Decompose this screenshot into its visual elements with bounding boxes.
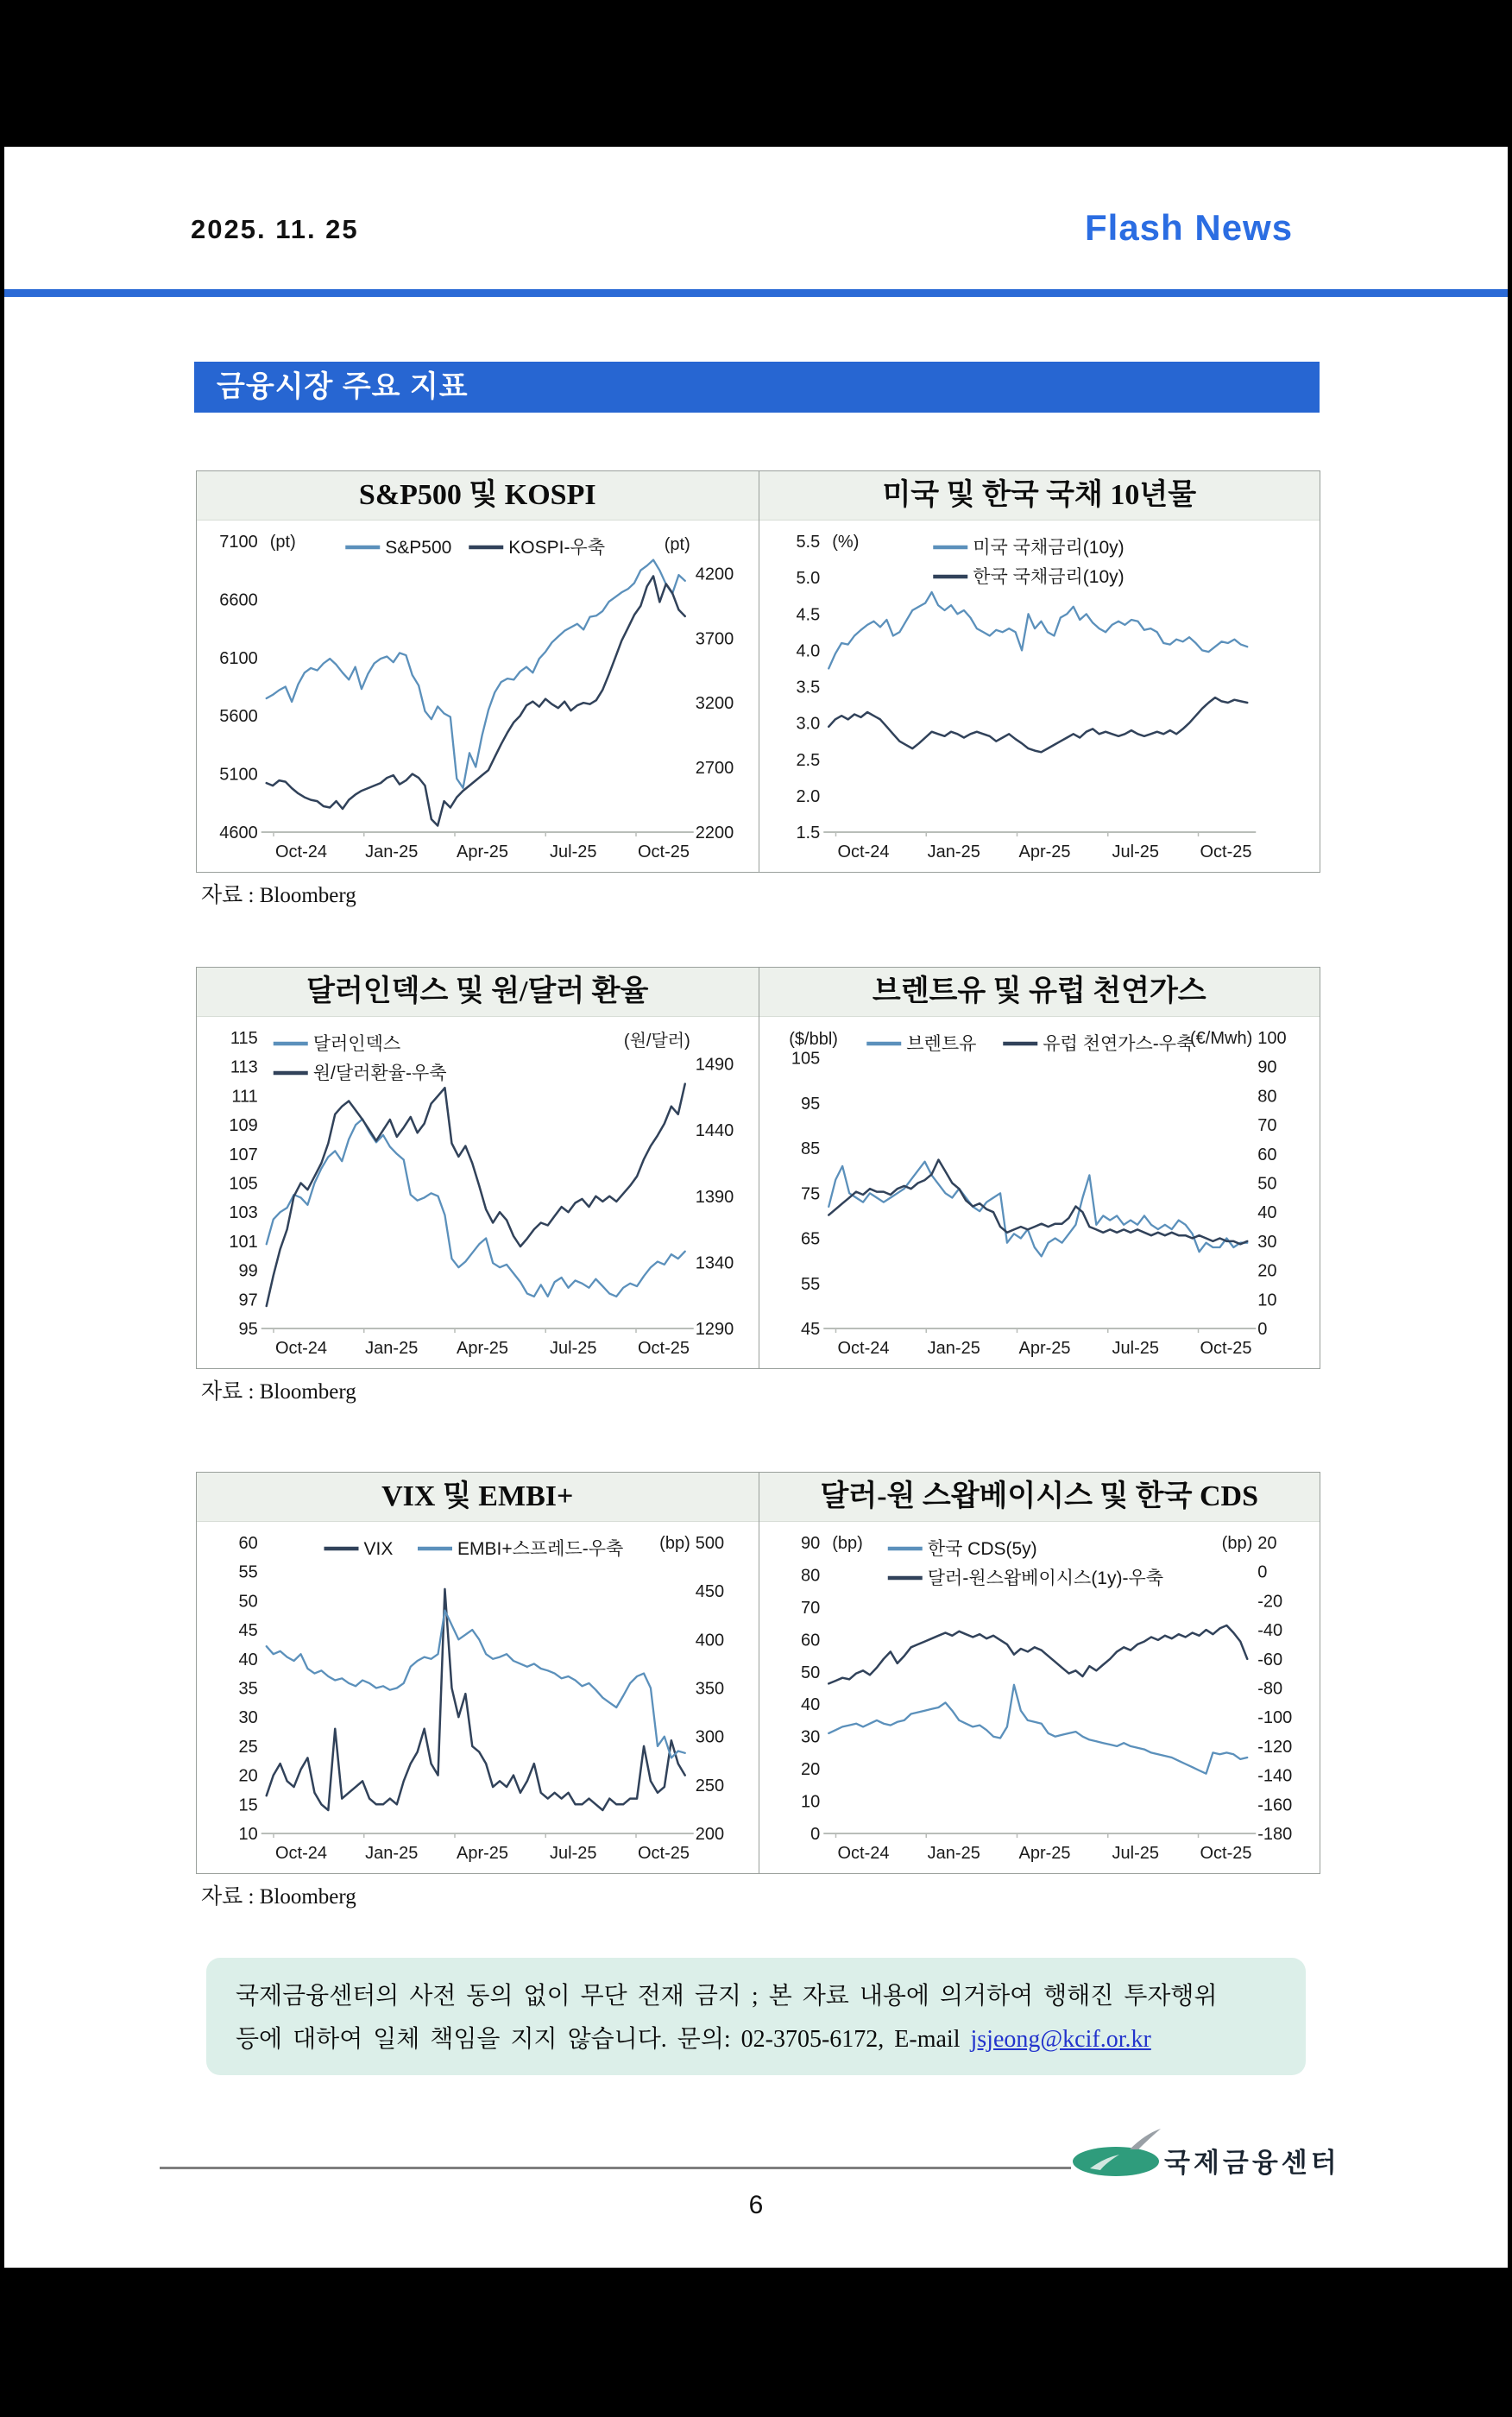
y-axis-tick-label: 4.0: [795, 641, 820, 661]
chart-plot: [759, 1017, 1320, 1368]
x-axis-tick-label: Oct-24: [836, 1339, 890, 1358]
x-axis-tick-label: Oct-25: [637, 1844, 690, 1863]
y-axis-tick-label: 5.5: [795, 533, 820, 552]
legend-item-label: 달러인덱스: [312, 1034, 401, 1054]
legend-item-label: 유럽 천연가스-우축: [1042, 1034, 1194, 1054]
y-axis-tick-label: 1.5: [795, 824, 820, 842]
axis-unit-label: ($/bbl): [788, 1030, 838, 1049]
legend-item-label: 미국 국채금리(10y): [972, 538, 1125, 558]
legend-item-label: 한국 국채금리(10y): [972, 567, 1125, 587]
legend-item-label: KOSPI-우축: [508, 538, 606, 558]
chart-title: VIX 및 EMBI+: [197, 1473, 759, 1522]
x-axis-tick-label: Apr-25: [456, 1339, 509, 1358]
y-axis-tick-label: 20: [1257, 1534, 1276, 1553]
y-axis-tick-label: 40: [800, 1695, 820, 1715]
x-axis-tick-label: Oct-25: [637, 1339, 690, 1358]
x-axis-tick-label: Jan-25: [927, 842, 980, 861]
legend-item-label: EMBI+스프레드-우축: [457, 1539, 624, 1559]
y-axis-tick-label: 10: [238, 1825, 258, 1844]
y-axis-tick-label: 60: [238, 1534, 258, 1553]
y-axis-tick-label: 80: [1257, 1087, 1276, 1107]
x-axis-tick-label: Jul-25: [1112, 1339, 1159, 1358]
y-axis-tick-label: 4200: [695, 565, 734, 584]
y-axis-tick-label: 5100: [219, 765, 258, 785]
chart-plot: [197, 1017, 759, 1368]
axis-unit-label: (bp): [659, 1534, 690, 1553]
axis-unit-label: (pt): [664, 535, 690, 554]
y-axis-tick-label: 0: [1257, 1562, 1267, 1582]
chart-plot: [759, 521, 1320, 872]
y-axis-tick-label: 75: [800, 1184, 820, 1204]
y-axis-tick-label: 107: [229, 1145, 258, 1164]
brand-title: Flash News: [1085, 207, 1294, 248]
y-axis-tick-label: -120: [1257, 1737, 1292, 1757]
axis-unit-label: (€/Mwh): [1189, 1029, 1252, 1048]
y-axis-tick-label: 4.5: [795, 605, 820, 625]
chart-row-3: [196, 1472, 1320, 1874]
x-axis-tick-label: Oct-25: [1199, 1844, 1252, 1863]
y-axis-tick-label: 103: [229, 1203, 258, 1223]
y-axis-tick-label: 115: [230, 1029, 258, 1048]
axis-unit-label: (%): [831, 533, 859, 552]
x-axis-tick-label: Apr-25: [1017, 842, 1071, 861]
y-axis-tick-label: 55: [800, 1274, 820, 1294]
y-axis-tick-label: 99: [238, 1261, 258, 1281]
y-axis-tick-label: 15: [238, 1795, 258, 1815]
disclaimer-box: [206, 1958, 1306, 2075]
y-axis-tick-label: 3700: [695, 629, 734, 649]
series-line-left: [267, 1119, 685, 1297]
chart-plot: [197, 1522, 759, 1873]
y-axis-tick-label: 2200: [695, 824, 734, 842]
x-axis-tick-label: Oct-24: [274, 842, 328, 861]
y-axis-tick-label: 6100: [219, 648, 258, 668]
y-axis-tick-label: 250: [695, 1776, 725, 1795]
y-axis-tick-label: 0: [1257, 1320, 1267, 1339]
axis-unit-label: (bp): [831, 1534, 863, 1553]
y-axis-tick-label: 50: [238, 1592, 258, 1612]
y-axis-tick-label: -100: [1257, 1708, 1292, 1728]
y-axis-tick-label: 45: [800, 1320, 820, 1339]
x-axis-tick-label: Apr-25: [1017, 1339, 1071, 1358]
y-axis-tick-label: 97: [238, 1291, 258, 1310]
y-axis-tick-label: 3.5: [795, 678, 820, 697]
y-axis-tick-label: 105: [229, 1174, 258, 1194]
y-axis-tick-label: 2.5: [795, 750, 820, 770]
y-axis-tick-label: 105: [791, 1049, 820, 1069]
chart-cell-sp500-kospi: [197, 471, 759, 872]
y-axis-tick-label: 10: [800, 1792, 820, 1812]
chart-svg: [759, 1522, 1320, 1873]
series-line-right: [828, 1625, 1247, 1683]
y-axis-tick-label: 70: [800, 1598, 820, 1618]
y-axis-tick-label: 95: [238, 1320, 258, 1339]
source-note: 자료 : Bloomberg: [201, 1380, 356, 1404]
source-note: 자료 : Bloomberg: [201, 1885, 356, 1909]
chart-svg: [759, 1017, 1320, 1368]
y-axis-tick-label: 0: [810, 1825, 820, 1844]
series-line-left: [828, 592, 1247, 668]
logo-text: 국제금융센터: [1164, 2148, 1340, 2178]
series-line-left: [828, 1162, 1247, 1257]
series-line-right: [267, 1084, 685, 1306]
kcif-logo: [1071, 2124, 1356, 2184]
y-axis-tick-label: -160: [1257, 1795, 1292, 1815]
y-axis-tick-label: 90: [1257, 1057, 1276, 1077]
legend-item-label: 달러-원스왑베이시스(1y)-우축: [927, 1568, 1163, 1588]
y-axis-tick-label: 113: [230, 1057, 258, 1077]
chart-row-1: [196, 470, 1320, 873]
y-axis-tick-label: 2700: [695, 759, 734, 779]
y-axis-tick-label: 1390: [695, 1187, 734, 1207]
legend-item-label: 한국 CDS(5y): [927, 1539, 1037, 1559]
y-axis-tick-label: 1440: [695, 1121, 734, 1141]
y-axis-tick-label: 3200: [695, 694, 734, 714]
y-axis-tick-label: 109: [229, 1116, 258, 1136]
legend-item-label: VIX: [363, 1539, 394, 1559]
chart-title: 달러-원 스왑베이시스 및 한국 CDS: [759, 1473, 1320, 1522]
chart-title: S&P500 및 KOSPI: [197, 471, 759, 521]
y-axis-tick-label: 80: [800, 1566, 820, 1586]
series-line-left: [828, 697, 1247, 752]
chart-plot: [759, 1522, 1320, 1873]
y-axis-tick-label: 55: [238, 1562, 258, 1582]
y-axis-tick-label: 1340: [695, 1253, 734, 1273]
y-axis-tick-label: 90: [800, 1534, 820, 1553]
y-axis-tick-label: 45: [238, 1621, 258, 1641]
y-axis-tick-label: 4600: [219, 824, 258, 842]
series-line-right: [267, 1611, 685, 1758]
x-axis-tick-label: Apr-25: [456, 842, 509, 861]
chart-title: 달러인덱스 및 원/달러 환율: [197, 968, 759, 1017]
y-axis-tick-label: 50: [1257, 1174, 1276, 1194]
y-axis-tick-label: 7100: [219, 533, 258, 552]
y-axis-tick-label: 5.0: [795, 569, 820, 589]
y-axis-tick-label: 350: [695, 1679, 725, 1699]
chart-row-2: [196, 967, 1320, 1369]
axis-unit-label: (원/달러): [623, 1032, 690, 1051]
axis-unit-label: (bp): [1221, 1534, 1252, 1553]
report-date: 2025. 11. 25: [191, 214, 359, 244]
email-link[interactable]: jsjeong@kcif.or.kr: [970, 2026, 1151, 2053]
x-axis-tick-label: Apr-25: [1017, 1844, 1071, 1863]
y-axis-tick-label: 20: [1257, 1261, 1276, 1281]
y-axis-tick-label: 200: [695, 1825, 725, 1844]
y-axis-tick-label: -60: [1257, 1650, 1282, 1669]
y-axis-tick-label: 40: [1257, 1203, 1276, 1223]
x-axis-tick-label: Oct-24: [836, 842, 890, 861]
disclaimer-line1: 국제금융센터의 사전 동의 없이 무단 전재 금지 ; 본 자료 내용에 의거하여 행해진 투자행위: [236, 1983, 1218, 2010]
y-axis-tick-label: 95: [800, 1094, 820, 1114]
chart-svg: [197, 521, 759, 872]
y-axis-tick-label: 2.0: [795, 786, 820, 806]
y-axis-tick-label: 40: [238, 1650, 258, 1669]
y-axis-tick-label: 20: [800, 1760, 820, 1780]
chart-svg: [759, 521, 1320, 872]
y-axis-tick-label: 30: [238, 1708, 258, 1728]
y-axis-tick-label: 1490: [695, 1055, 734, 1075]
x-axis-tick-label: Oct-24: [836, 1844, 890, 1863]
x-axis-tick-label: Jul-25: [550, 842, 597, 861]
section-title-bar: [194, 362, 1320, 413]
x-axis-tick-label: Jan-25: [365, 1339, 419, 1358]
disclaimer-line2: 등에 대하여 일체 책임을 지지 않습니다. 문의: 02-3705-6172, E-mail: [236, 2026, 971, 2053]
chart-cell-dxy-krw: [197, 968, 759, 1368]
x-axis-tick-label: Oct-25: [637, 842, 690, 861]
kcif-logo-icon: [1071, 2124, 1166, 2184]
section-title: 금융시장 주요 지표: [217, 370, 469, 403]
y-axis-tick-label: 3.0: [795, 714, 820, 734]
x-axis-tick-label: Jan-25: [927, 1339, 980, 1358]
x-axis-tick-label: Jul-25: [550, 1844, 597, 1863]
y-axis-tick-label: 70: [1257, 1116, 1276, 1136]
y-axis-tick-label: 1290: [695, 1320, 734, 1339]
chart-cell-us-kr-10y: [759, 471, 1320, 872]
y-axis-tick-label: -140: [1257, 1766, 1292, 1786]
legend-item-label: 브렌트유: [905, 1034, 976, 1054]
axis-unit-label: (pt): [269, 533, 296, 552]
logo-swoosh-icon: [1130, 2129, 1161, 2149]
y-axis-tick-label: 100: [1257, 1029, 1287, 1048]
y-axis-tick-label: -20: [1257, 1592, 1282, 1612]
y-axis-tick-label: 111: [231, 1087, 258, 1107]
series-line-right: [828, 1160, 1247, 1245]
chart-plot: [197, 521, 759, 872]
x-axis-tick-label: Oct-25: [1199, 1339, 1252, 1358]
y-axis-tick-label: -180: [1257, 1825, 1292, 1844]
y-axis-tick-label: 30: [800, 1727, 820, 1747]
y-axis-tick-label: 50: [800, 1663, 820, 1682]
y-axis-tick-label: 450: [695, 1582, 725, 1602]
legend-item-label: S&P500: [385, 538, 452, 558]
chart-title: 브렌트유 및 유럽 천연가스: [759, 968, 1320, 1017]
x-axis-tick-label: Jul-25: [1112, 1844, 1159, 1863]
y-axis-tick-label: 60: [800, 1631, 820, 1650]
y-axis-tick-label: 65: [800, 1229, 820, 1249]
series-line-left: [267, 560, 685, 788]
y-axis-tick-label: 85: [800, 1139, 820, 1159]
x-axis-tick-label: Oct-24: [274, 1844, 328, 1863]
x-axis-tick-label: Jan-25: [927, 1844, 980, 1863]
page-number: 6: [748, 2191, 764, 2219]
y-axis-tick-label: 35: [238, 1679, 258, 1699]
y-axis-tick-label: 6600: [219, 590, 258, 610]
y-axis-tick-label: 5600: [219, 707, 258, 727]
series-line-left: [267, 1589, 685, 1810]
y-axis-tick-label: 400: [695, 1631, 725, 1650]
x-axis-tick-label: Jan-25: [365, 1844, 419, 1863]
x-axis-tick-label: Jan-25: [365, 842, 419, 861]
y-axis-tick-label: 25: [238, 1737, 258, 1757]
y-axis-tick-label: 30: [1257, 1232, 1276, 1252]
y-axis-tick-label: 60: [1257, 1145, 1276, 1164]
legend-item-label: 원/달러환율-우축: [312, 1063, 447, 1083]
header-rule: [4, 289, 1508, 297]
chart-cell-swap-cds: [759, 1473, 1320, 1873]
y-axis-tick-label: -80: [1257, 1679, 1282, 1699]
x-axis-tick-label: Oct-25: [1199, 842, 1252, 861]
chart-svg: [197, 1017, 759, 1368]
chart-svg: [197, 1522, 759, 1873]
footer-rule: [160, 2167, 1071, 2169]
report-page: [4, 147, 1508, 2268]
x-axis-tick-label: Oct-24: [274, 1339, 328, 1358]
source-note: 자료 : Bloomberg: [201, 884, 356, 907]
chart-title: 미국 및 한국 국채 10년물: [759, 471, 1320, 521]
y-axis-tick-label: 300: [695, 1727, 725, 1747]
y-axis-tick-label: -40: [1257, 1621, 1282, 1641]
series-line-left: [828, 1685, 1247, 1774]
series-line-right: [267, 576, 685, 825]
y-axis-tick-label: 20: [238, 1766, 258, 1786]
chart-cell-vix-embi: [197, 1473, 759, 1873]
logo-ellipse-icon: [1073, 2147, 1159, 2176]
y-axis-tick-label: 10: [1257, 1291, 1276, 1310]
chart-cell-brent-gas: [759, 968, 1320, 1368]
y-axis-tick-label: 101: [229, 1232, 258, 1252]
x-axis-tick-label: Jul-25: [550, 1339, 597, 1358]
y-axis-tick-label: 500: [695, 1534, 725, 1553]
x-axis-tick-label: Jul-25: [1112, 842, 1159, 861]
x-axis-tick-label: Apr-25: [456, 1844, 509, 1863]
